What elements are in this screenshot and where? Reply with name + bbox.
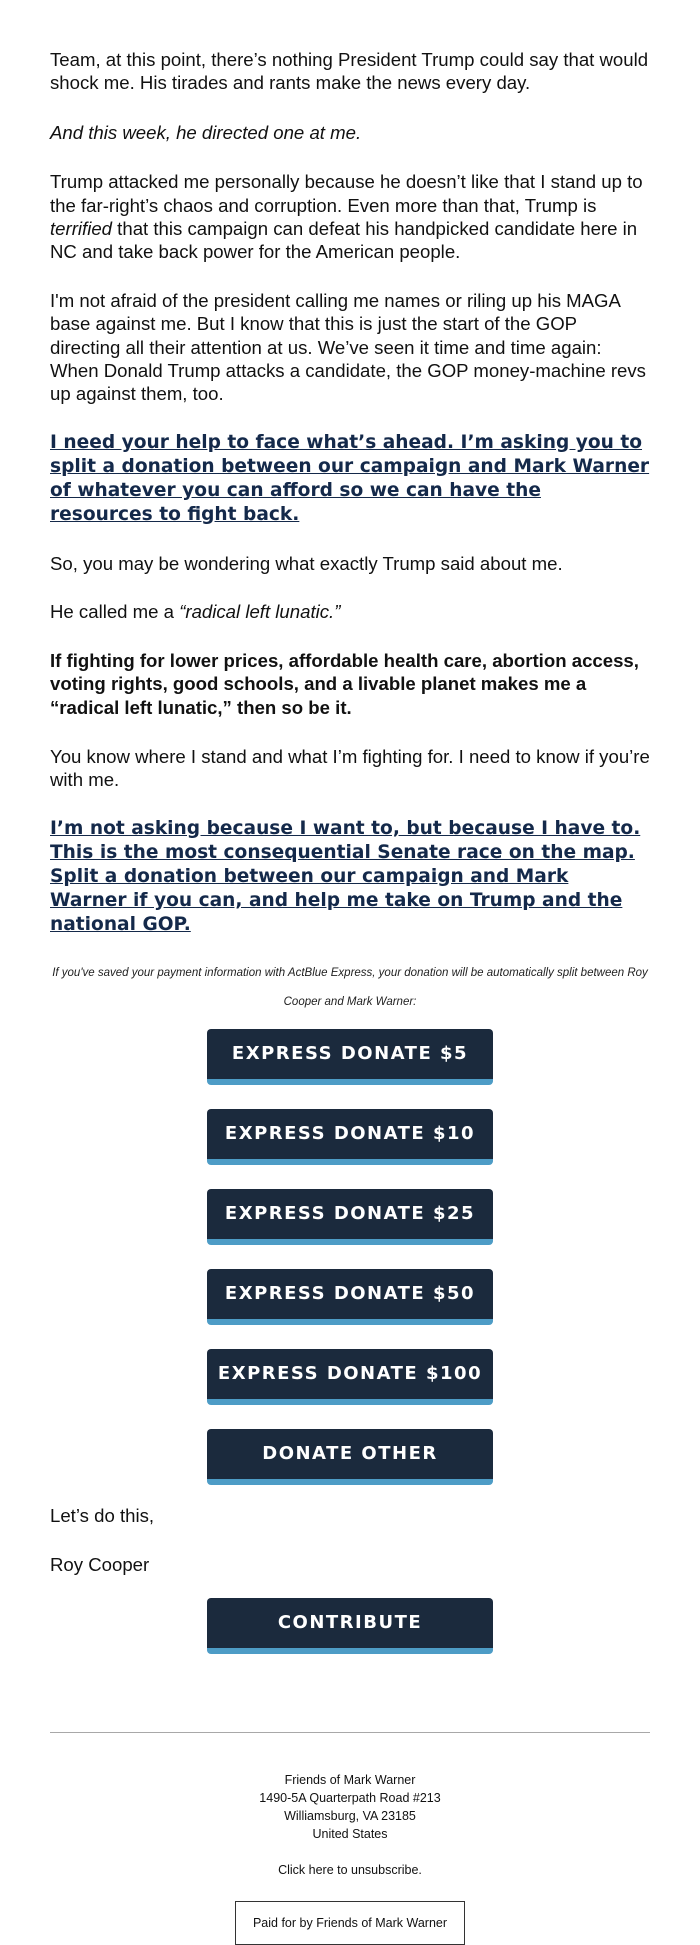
paragraph-directed xyxy=(50,121,650,144)
contribute-button[interactable]: CONTRIBUTE xyxy=(207,1598,493,1654)
text-span: Trump attacked me personally because he doesn’t like that I stand up to the far-right’s chaos and corruption. Even more than that, Trump is xyxy=(50,171,643,216)
footer-divider xyxy=(50,1732,650,1733)
express-donate-10-button[interactable]: EXPRESS DONATE $10 xyxy=(207,1109,493,1165)
footer-city: Williamsburg, VA 23185 xyxy=(284,1808,416,1823)
unsubscribe-link[interactable]: Click here to unsubscribe. xyxy=(278,1862,422,1877)
footer-country: United States xyxy=(312,1826,388,1841)
footer xyxy=(0,1771,700,1945)
footer-street: 1490-5A Quarterpath Road #213 xyxy=(259,1790,441,1805)
text-span: that this campaign can defeat his handpicked candidate here in NC and take back power for the American people. xyxy=(50,218,638,263)
footer-address xyxy=(0,1771,700,1843)
italic-text: And this week, he directed one at me. xyxy=(50,121,362,143)
footer-org: Friends of Mark Warner xyxy=(284,1772,416,1787)
donate-buttons xyxy=(50,1029,650,1485)
paragraph-wondering: So, you may be wondering what exactly Trump said about me. xyxy=(50,552,563,574)
actblue-express-note: If you've saved your payment information with ActBlue Express, your donation will be automatically split between Roy Cooper and Mark Warner: xyxy=(52,966,648,1008)
paragraph-not-afraid: I'm not afraid of the president calling me names or riling up his MAGA base against me. But I know that this is just the start of the GOP directing all their attention at us. We’ve seen it time and time again: When Donald Trump attacks a candidate, the GOP money-machine revs up against them, too. xyxy=(50,289,646,405)
express-donate-5-button[interactable]: EXPRESS DONATE $5 xyxy=(207,1029,493,1085)
express-donate-100-button[interactable]: EXPRESS DONATE $100 xyxy=(207,1349,493,1405)
paragraph-called-me xyxy=(50,600,650,623)
signoff-line: Let’s do this, xyxy=(50,1504,155,1526)
donation-appeal-link-2[interactable]: I’m not asking because I want to, but because I have to. This is the most consequential Senate race on the map. Split a donation between our campaign and Mark Warner if you can, and help me take on Trump and the national GOP. xyxy=(50,817,641,935)
contribute-wrap xyxy=(50,1598,650,1654)
signoff-name: Roy Cooper xyxy=(50,1554,150,1576)
paragraph-bold-statement: If fighting for lower prices, affordable health care, abortion access, voting rights, good schools, and a livable planet makes me a “radical left lunatic,” then so be it. xyxy=(50,649,639,718)
paragraph-where-i-stand: You know where I stand and what I’m fighting for. I need to know if you’re with me. xyxy=(50,745,650,791)
italic-quote: “radical left lunatic.” xyxy=(179,601,341,623)
paragraph-intro: Team, at this point, there’s nothing President Trump could say that would shock me. His tirades and rants make the news every day. xyxy=(50,49,649,94)
email-body xyxy=(50,0,650,1654)
text-span: He called me a xyxy=(50,601,180,623)
express-donate-50-button[interactable]: EXPRESS DONATE $50 xyxy=(207,1269,493,1325)
express-donate-25-button[interactable]: EXPRESS DONATE $25 xyxy=(207,1189,493,1245)
paid-for-box: Paid for by Friends of Mark Warner xyxy=(235,1901,465,1945)
donate-other-button[interactable]: DONATE OTHER xyxy=(207,1429,493,1485)
italic-text: terrified xyxy=(50,218,113,240)
donation-appeal-link[interactable]: I need your help to face what’s ahead. I’m asking you to split a donation between our campaign and Mark Warner of whatever you can afford so we can have the resources to fight back. xyxy=(50,431,650,525)
paragraph-attacked xyxy=(50,170,650,264)
